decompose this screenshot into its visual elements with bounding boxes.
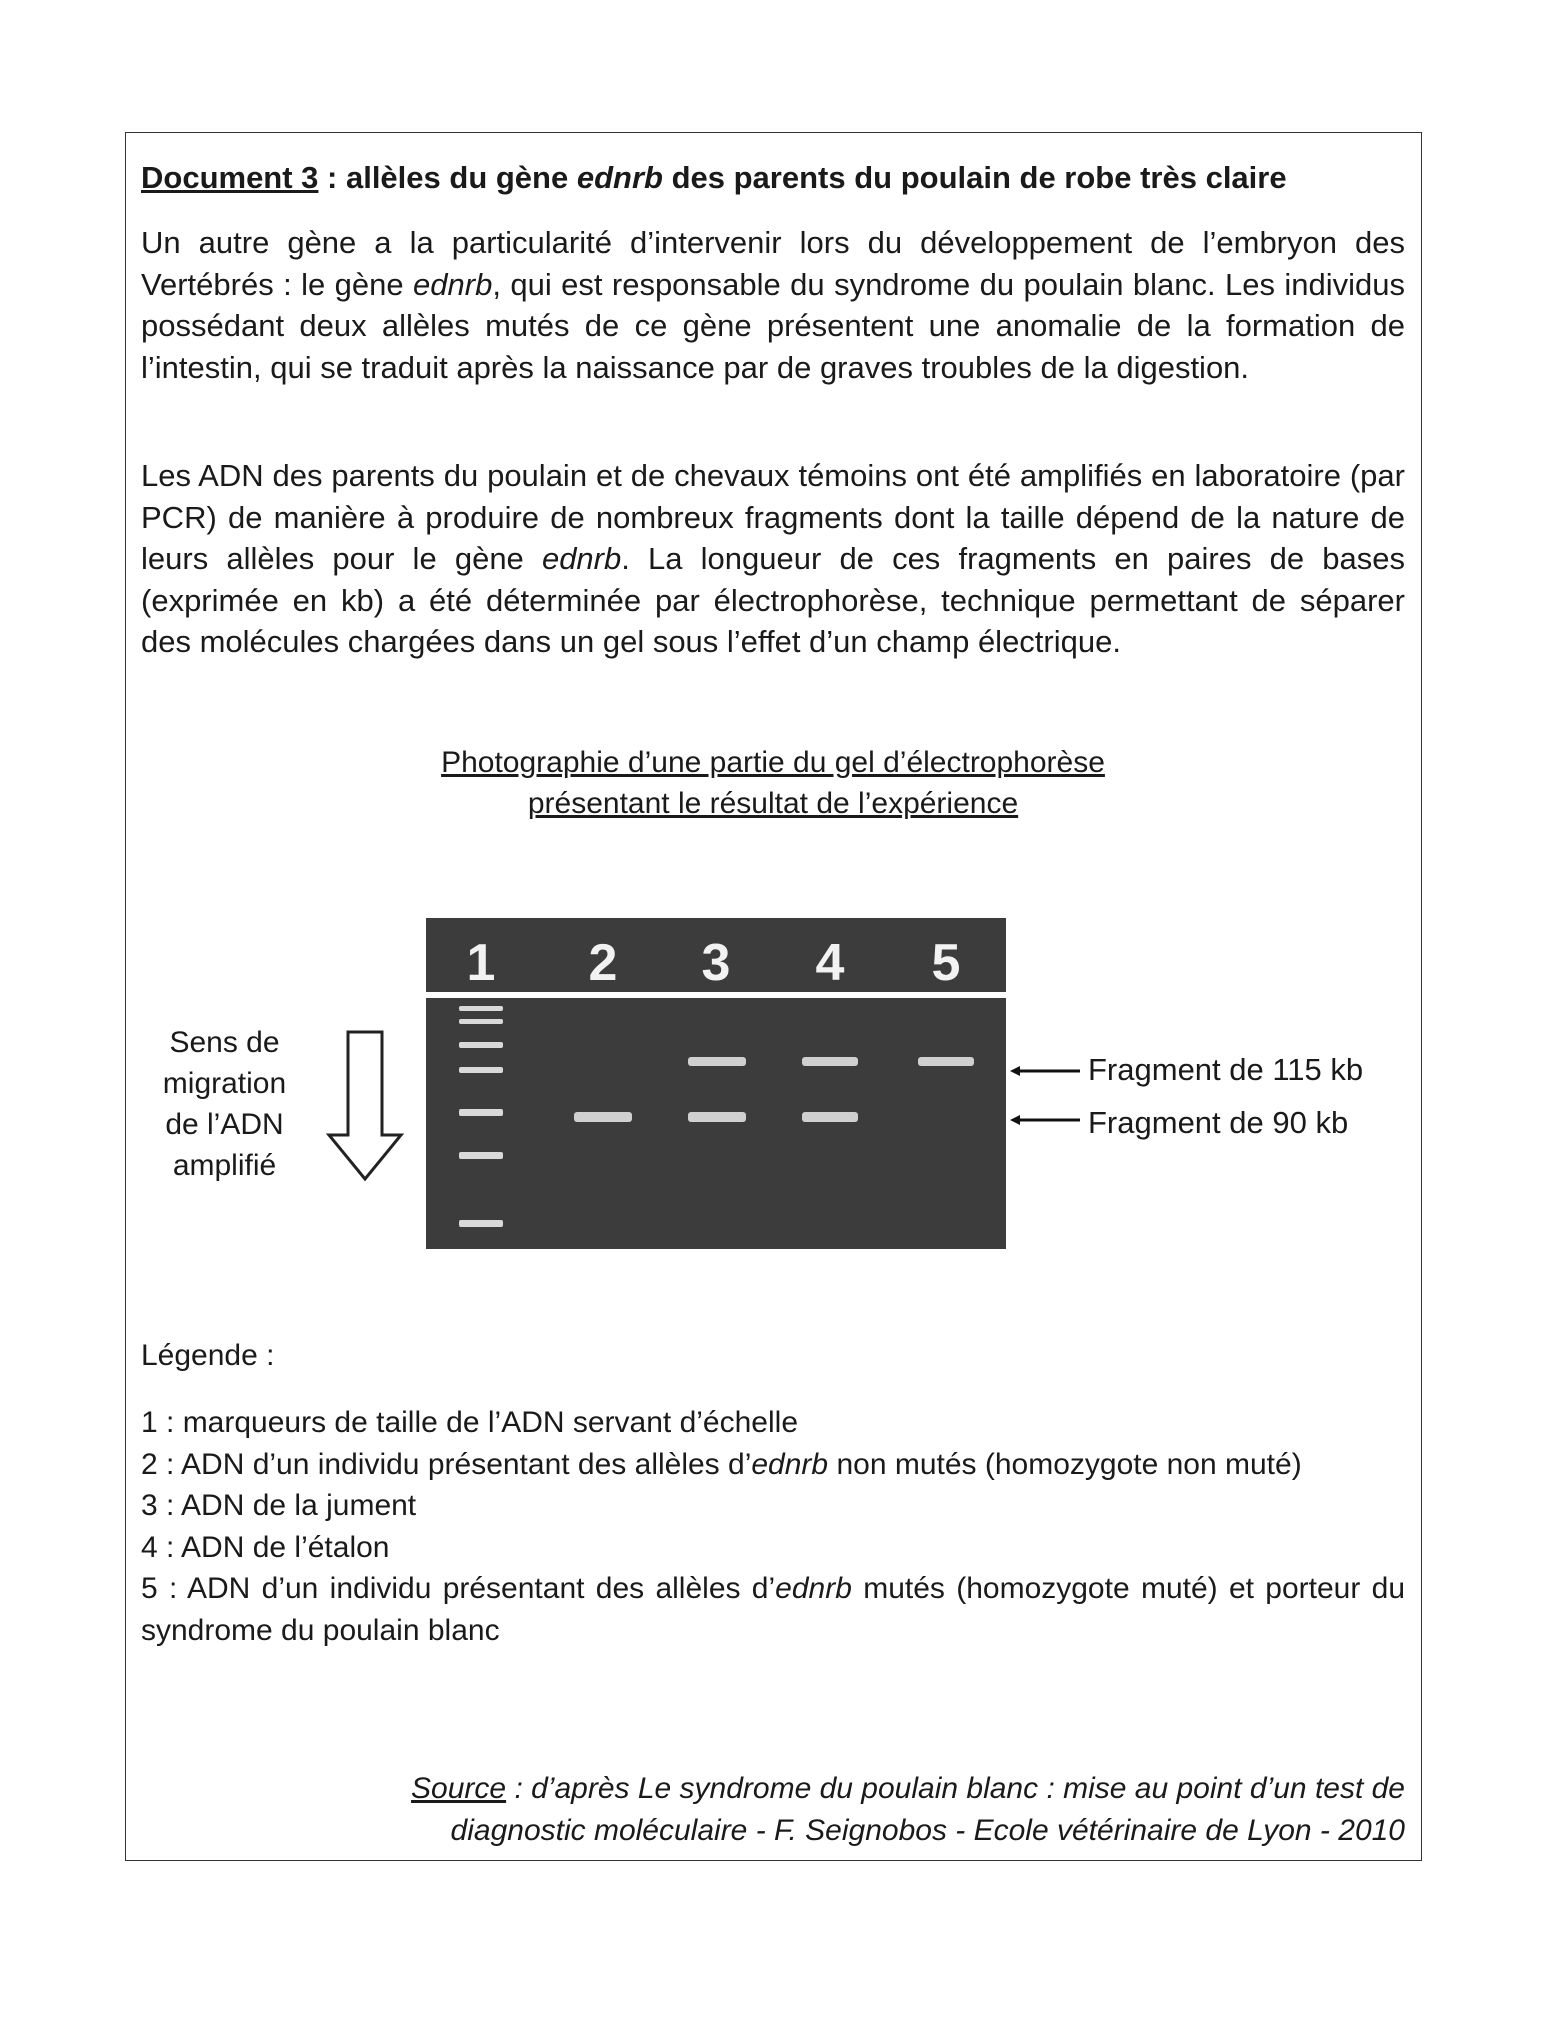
legend-item-3: 3 : ADN de la jument — [141, 1489, 417, 1522]
paragraph-2: Les ADN des parents du poulain et de chevaux témoins ont été amplifiés en laboratoire (par PCR) de manière à produire de nombreux fragments dont la taille dépend de la nature de leurs allèles pour le gène ednrb. La longueur de ces fragments en paires de bases (exprimée en kb) a été déterminée par électrophorèse, technique permettant de séparer des molécules chargées dans un gel sous l’effet d’un champ électrique. — [141, 458, 1405, 659]
gel-separator — [426, 992, 1006, 998]
gel-photograph — [426, 918, 1006, 1249]
source-citation: Source : d’après Le syndrome du poulain blanc : mise au point d’un test de diagnostic moléculaire - F. Seignobos - Ecole vétérinaire de Lyon - 2010 — [411, 1772, 1405, 1847]
band-lane5-115kb — [918, 1057, 974, 1066]
migration-arrow-icon — [320, 1027, 410, 1187]
fragment-90-label: Fragment de 90 kb — [1088, 1105, 1349, 1140]
legend-item-5: 5 : ADN d’un individu présentant des allèles d’ednrb mutés (homozygote muté) et porteur du syndrome du poulain blanc — [141, 1572, 1405, 1647]
source-label: Source — [411, 1772, 507, 1805]
legend-list — [141, 1402, 1405, 1651]
band-lane3-115kb — [688, 1057, 746, 1066]
lane-number-2: 2 — [588, 934, 618, 992]
ladder-band — [459, 1042, 503, 1048]
ladder-band — [459, 1109, 503, 1116]
legend-item-4: 4 : ADN de l’étalon — [141, 1530, 390, 1564]
document-number: Document 3 — [141, 160, 319, 195]
ladder-band — [459, 1006, 503, 1011]
lane-number-5: 5 — [931, 934, 961, 992]
paragraph-1: Un autre gène a la particularité d’intervenir lors du développement de l’embryon des Vertébrés : le gène ednrb, qui est responsable du syndrome du poulain blanc. Les individus possédant deux allèles mutés de ce gène présentent une anomalie de la formation de l’intestin, qui se traduit après la naissance par de graves troubles de la digestion. — [141, 225, 1406, 385]
lane-number-4: 4 — [815, 934, 845, 992]
band-lane4-90kb — [802, 1112, 858, 1122]
lane-number-1: 1 — [466, 934, 496, 992]
ladder-band — [459, 1019, 503, 1024]
ladder-band — [459, 1067, 503, 1073]
ladder-band — [459, 1152, 503, 1159]
legend-item-2: 2 : ADN d’un individu présentant des allèles d’ednrb non mutés (homozygote non muté) — [141, 1447, 1302, 1481]
band-lane4-115kb — [802, 1057, 858, 1066]
fragment-115-label: Fragment de 115 kb — [1088, 1052, 1364, 1087]
fragment-arrows-icon — [1010, 1060, 1085, 1130]
figure-caption: Photographie d’une partie du gel d’électrophorèse présentant le résultat de l’expérience — [441, 746, 1105, 820]
band-lane3-90kb — [688, 1112, 746, 1122]
lane-number-3: 3 — [701, 934, 731, 992]
ladder-band — [459, 1220, 503, 1227]
migration-label: Sens de migration de l’ADN amplifié — [162, 1026, 287, 1182]
legend-item-1: 1 : marqueurs de taille de l’ADN servant d’échelle — [141, 1406, 798, 1439]
legend-heading: Légende : — [141, 1339, 275, 1372]
document-title: Document 3 : allèles du gène ednrb des parents du poulain de robe très claire — [141, 160, 1287, 195]
band-lane2-90kb — [574, 1112, 632, 1122]
